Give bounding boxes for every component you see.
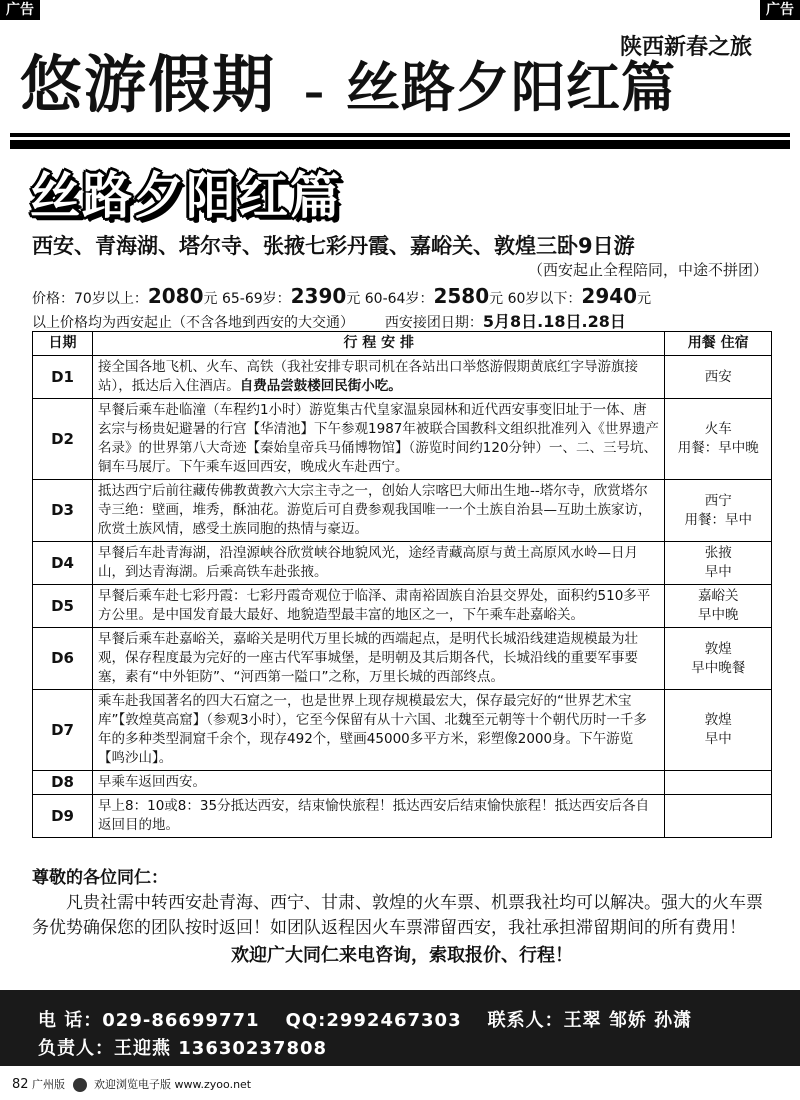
double-divider <box>10 133 790 149</box>
table-header-row <box>33 332 772 356</box>
headline-dash: – <box>304 70 325 116</box>
route-title: 西安、青海湖、塔尔寺、张掖七彩丹霞、嘉峪关、敦煌三卧9日游 <box>32 234 635 258</box>
headline <box>20 46 790 124</box>
price-unit-2: 元 <box>346 291 361 307</box>
departure-dates: 5月8日.18日.28日 <box>482 312 626 331</box>
price-age-3: 60-64岁： <box>364 291 434 307</box>
row-plan-cell <box>93 771 665 795</box>
manager-label: 负责人： <box>38 1038 114 1059</box>
tour-note: （西安起止全程陪同，中途不拼团） <box>527 261 768 279</box>
row-lodging: 西安 <box>704 368 732 385</box>
itinerary-row <box>33 542 772 585</box>
row-day: D5 <box>33 585 93 628</box>
contact-bar <box>0 990 800 1066</box>
row-plan-highlight: 自费品尝鼓楼回民街小吃。 <box>239 378 402 394</box>
row-lodging: 敦煌 <box>704 712 732 728</box>
itinerary-row <box>33 771 772 795</box>
campaign-title: 陕西新春之旅 <box>620 35 753 60</box>
row-plan-cell <box>93 795 665 838</box>
row-meals: 早中 <box>704 564 732 580</box>
phone-number: 029-86699771 <box>102 1010 260 1031</box>
price-value-2: 2390 <box>290 284 347 308</box>
price-age-1: 70岁以上： <box>74 291 148 307</box>
header-day: 日期 <box>33 332 93 356</box>
price-age-4: 60岁以下： <box>507 291 582 307</box>
row-plan: 早餐后乘车赴临潼（车程约1小时）游览集古代皇家温泉园林和近代西安事变旧址于一体、唐玄宗与杨贵妃避暑的行宫【华清池】下午参观1987年被联合国教科文组织批准列入《世界遗产名录》的世界第八大奇迹【秦始皇帝兵马俑博物馆】（游览时间约120分钟）一、二、三号坑、铜车马展厅。下午乘车返回西安，晚成火车赴西宁。 <box>98 402 659 475</box>
row-meal-cell <box>665 542 772 585</box>
itinerary-row <box>33 628 772 690</box>
row-plan: 早餐后乘车赴嘉峪关，嘉峪关是明代万里长城的西端起点，是明代长城沿线建造规模最为壮观，保存程度最为完好的一座古代军事城堡，是明朝及其后期各代，长城沿线的重要军事要塞，素有“中外钜防”、“河西第一隘口”之称，万里长城的西部终点。 <box>98 631 639 685</box>
ad-label-left: 广告 <box>0 0 40 20</box>
itinerary-row <box>33 585 772 628</box>
row-meal-cell <box>665 480 772 542</box>
row-meal-cell <box>665 771 772 795</box>
page-number: 82 <box>12 1077 29 1092</box>
row-day: D3 <box>33 480 93 542</box>
dates-label: 西安接团日期： <box>384 315 483 331</box>
row-plan: 乘车赴我国著名的四大石窟之一，也是世界上现存规模最宏大，保存最完好的“世界艺术宝库”【敦煌莫高窟】（参观3小时），它至今保留有从十六国、北魏至元朝等十个朝代历时一千多年的多种类型洞窟千余个，现存492个，壁画45000多平方米，彩塑像2000身。下午游览【鸣沙山】。 <box>98 693 647 766</box>
closing-welcome: 欢迎广大同仁来电咨询，索取报价、行程！ <box>231 945 573 966</box>
row-lodging: 嘉峪关 <box>697 588 739 604</box>
qq-number: 2992467303 <box>326 1010 462 1031</box>
row-plan: 早上8：10或8：35分抵达西安，结束愉快旅程！抵达西安后结束愉快旅程！抵达西安后各自返回目的地。 <box>98 798 650 833</box>
row-plan: 接全国各地飞机、火车、高铁（我社安排专职司机在各站出口举悠游假期黄底红字导游旗接站），抵达后入住酒店。 <box>98 359 639 394</box>
itinerary-row <box>33 356 772 399</box>
contacts-label: 联系人： <box>487 1010 564 1031</box>
row-plan-cell <box>93 690 665 771</box>
price-age-2: 65-69岁： <box>221 291 291 307</box>
row-meal-cell <box>665 795 772 838</box>
closing-section <box>32 866 772 968</box>
row-plan-cell <box>93 585 665 628</box>
brand-title: 悠游假期 <box>20 48 277 121</box>
row-meal-cell <box>665 356 772 399</box>
row-meals: 早中晚餐 <box>691 659 746 676</box>
page-footer <box>12 1076 788 1092</box>
header-meal: 用餐 住宿 <box>665 332 772 356</box>
closing-body: 凡贵社需中转西安赴青海、西宁、甘肃、敦煌的火车票、机票我社均可以解决。强大的火车票务优势确保您的团队按时返回！如团队返程因火车票滞留西安，我社承担滞留期间的所有费用！ <box>32 893 763 938</box>
row-day: D4 <box>33 542 93 585</box>
row-lodging: 西宁 <box>704 492 732 509</box>
row-meals: 用餐：早中 <box>684 511 752 528</box>
row-meal-cell <box>665 690 772 771</box>
qq-label: QQ: <box>285 1010 327 1031</box>
itinerary-row <box>33 795 772 838</box>
itinerary-table <box>32 331 772 838</box>
header-plan: 行 程 安 排 <box>93 332 665 356</box>
row-lodging: 火车 <box>704 421 732 437</box>
row-meal-cell <box>665 628 772 690</box>
itinerary-row <box>33 690 772 771</box>
row-meal-cell <box>665 399 772 480</box>
row-plan-cell <box>93 356 665 399</box>
row-meals: 早中 <box>704 731 732 747</box>
phone-label: 电 话： <box>38 1010 103 1031</box>
row-plan: 早乘车返回西安。 <box>98 774 207 790</box>
price-unit-1: 元 <box>203 291 218 307</box>
publisher-logo-icon <box>73 1078 87 1092</box>
closing-greeting: 尊敬的各位同仁： <box>32 868 168 888</box>
price-line <box>32 284 651 308</box>
row-day: D8 <box>33 771 93 795</box>
row-plan: 早餐后乘车赴七彩丹霞：七彩丹霞奇观位于临泽、肃南裕固族自治县交界处，面积约510多平方公里。是中国发育最大最好、地貌造型最丰富的地区之一，下午乘车赴嘉峪关。 <box>98 588 651 623</box>
contact-row-1 <box>38 1006 692 1032</box>
price-value-3: 2580 <box>433 284 490 308</box>
row-plan-cell <box>93 399 665 480</box>
row-meals: 早中晚 <box>697 607 739 623</box>
manager-info: 王迎燕 13630237808 <box>114 1038 328 1059</box>
site-text: 欢迎浏览电子版 www.zyoo.net <box>94 1078 252 1091</box>
contact-row-2 <box>38 1034 327 1060</box>
row-lodging: 敦煌 <box>704 640 732 657</box>
itinerary-row <box>33 399 772 480</box>
contact-names: 王翠 邹娇 孙潇 <box>563 1010 693 1031</box>
price-scope-note: 以上价格均为西安起止（不含各地到西安的大交通） <box>32 315 354 331</box>
row-plan: 抵达西宁后前往藏传佛教黄教六大宗主寺之一，创始人宗喀巴大师出生地--塔尔寺，欣赏塔尔寺三绝：壁画，堆秀，酥油花。游览后可自费参观我国唯一一个土族自治县—互助土族家访，欣赏土族风情，感受土族同胞的热情与豪迈。 <box>98 483 652 537</box>
row-meals: 用餐：早中晚 <box>677 440 759 456</box>
row-lodging: 张掖 <box>704 545 732 561</box>
itinerary-row <box>33 480 772 542</box>
row-meal-cell <box>665 585 772 628</box>
start-info <box>32 309 772 332</box>
row-day: D7 <box>33 690 93 771</box>
series-title: 丝路夕阳红篇 <box>346 56 677 119</box>
row-day: D2 <box>33 399 93 480</box>
row-plan-cell <box>93 480 665 542</box>
row-plan: 早餐后车赴青海湖，沿湟源峡谷欣赏峡谷地貌风光，途经青藏高原与黄土高原风水岭—日月山，到达青海湖。后乘高铁车赴张掖。 <box>98 545 639 580</box>
price-value-1: 2080 <box>147 284 204 308</box>
row-plan-cell <box>93 628 665 690</box>
price-unit-4: 元 <box>637 291 652 307</box>
row-day: D6 <box>33 628 93 690</box>
edition-label: 广州版 <box>32 1078 66 1091</box>
row-day: D1 <box>33 356 93 399</box>
row-plan-cell <box>93 542 665 585</box>
row-day: D9 <box>33 795 93 838</box>
price-unit-3: 元 <box>489 291 504 307</box>
price-value-4: 2940 <box>581 284 638 308</box>
ad-label-right: 广告 <box>760 0 800 20</box>
price-label: 价格： <box>32 291 74 307</box>
product-heading: 丝路夕阳红篇 <box>30 167 342 225</box>
